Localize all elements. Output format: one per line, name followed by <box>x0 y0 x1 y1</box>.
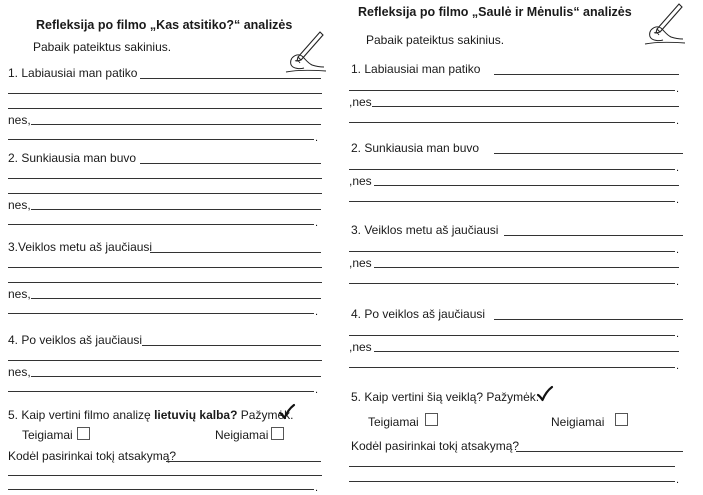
answer-line[interactable] <box>494 319 683 320</box>
answer-line[interactable] <box>8 391 314 392</box>
answer-line[interactable] <box>349 122 675 123</box>
positive-checkbox[interactable] <box>77 427 90 440</box>
question-5-label: 5. Kaip vertini filmo analizę lietuvių kalba? Pažymėk. <box>8 408 294 422</box>
answer-line[interactable] <box>31 209 321 210</box>
answer-line[interactable] <box>494 74 679 75</box>
answer-line[interactable] <box>8 267 322 268</box>
because-label: ,nes <box>349 256 372 270</box>
answer-line[interactable] <box>8 282 322 283</box>
period: . <box>676 83 680 95</box>
answer-line[interactable] <box>8 178 322 179</box>
because-label: nes, <box>8 365 31 379</box>
answer-line[interactable] <box>31 124 321 125</box>
positive-checkbox[interactable] <box>425 413 438 426</box>
answer-line[interactable] <box>349 90 675 91</box>
answer-line[interactable] <box>494 153 683 154</box>
answer-line[interactable] <box>166 461 321 462</box>
positive-option-label: Teigiamai <box>22 428 73 442</box>
worksheet-title: Refleksija po filmo „Saulė ir Mėnulis“ analizės <box>358 5 632 19</box>
answer-line[interactable] <box>349 201 675 202</box>
hand-writing-icon <box>282 30 328 76</box>
answer-line[interactable] <box>8 489 314 490</box>
answer-line[interactable] <box>8 313 314 314</box>
answer-line[interactable] <box>140 78 321 79</box>
period: . <box>315 217 319 229</box>
question-1-label: 1. Labiausiai man patiko <box>8 66 138 80</box>
question-1-label: 1. Labiausiai man patiko <box>351 62 481 76</box>
answer-line[interactable] <box>8 139 314 140</box>
period: . <box>676 360 680 372</box>
because-label: nes, <box>8 287 31 301</box>
answer-line[interactable] <box>349 169 675 170</box>
period: . <box>315 306 319 318</box>
because-label: nes, <box>8 113 31 127</box>
why-question-label: Kodėl pasirinkai tokį atsakymą? <box>8 449 177 463</box>
answer-line[interactable] <box>374 185 679 186</box>
answer-line[interactable] <box>349 466 675 467</box>
period: . <box>315 384 319 396</box>
question-3-label: 3. Veiklos metu aš jaučiausi <box>351 223 499 237</box>
negative-option-label: Neigiamai <box>551 415 605 429</box>
answer-line[interactable] <box>349 367 675 368</box>
answer-line[interactable] <box>349 335 675 336</box>
question-2-label: 2. Sunkiausia man buvo <box>8 151 137 165</box>
question-5-label: 5. Kaip vertini šią veiklą? Pažymėk. <box>351 390 540 404</box>
because-label: ,nes <box>349 95 372 109</box>
because-label: ,nes <box>349 174 372 188</box>
negative-checkbox[interactable] <box>615 413 628 426</box>
answer-line[interactable] <box>8 360 322 361</box>
answer-line[interactable] <box>31 376 321 377</box>
answer-line[interactable] <box>140 163 321 164</box>
answer-line[interactable] <box>349 481 675 482</box>
period: . <box>676 194 680 206</box>
answer-line[interactable] <box>8 193 322 194</box>
question-4-label: 4. Po veiklos aš jaučiausi <box>351 307 486 321</box>
answer-line[interactable] <box>374 351 679 352</box>
period: . <box>315 482 319 494</box>
because-label: nes, <box>8 198 31 212</box>
why-question-label: Kodėl pasirinkai tokį atsakymą? <box>351 439 520 453</box>
answer-line[interactable] <box>8 93 322 94</box>
worksheet-instruction: Pabaik pateiktus sakinius. <box>33 40 172 54</box>
answer-line[interactable] <box>8 108 322 109</box>
period: . <box>676 474 680 486</box>
negative-option-label: Neigiamai <box>215 428 269 442</box>
question-3-label: 3.Veiklos metu aš jaučiausi <box>8 240 153 254</box>
positive-option-label: Teigiamai <box>368 415 419 429</box>
hand-writing-icon <box>641 2 687 48</box>
question-2-label: 2. Sunkiausia man buvo <box>351 141 480 155</box>
answer-line[interactable] <box>349 283 675 284</box>
answer-line[interactable] <box>8 224 314 225</box>
answer-line[interactable] <box>8 475 322 476</box>
period: . <box>676 276 680 288</box>
period: . <box>676 328 680 340</box>
answer-line[interactable] <box>142 345 321 346</box>
checkmark-icon <box>278 403 296 421</box>
checkmark-icon <box>536 385 554 403</box>
period: . <box>315 132 319 144</box>
answer-line[interactable] <box>374 267 679 268</box>
because-label: ,nes <box>349 340 372 354</box>
period: . <box>676 115 680 127</box>
period: . <box>676 162 680 174</box>
worksheet-left <box>0 0 336 495</box>
negative-checkbox[interactable] <box>271 427 284 440</box>
answer-line[interactable] <box>504 235 683 236</box>
worksheet-title: Refleksija po filmo „Kas atsitiko?“ analizės <box>36 18 293 32</box>
answer-line[interactable] <box>150 252 321 253</box>
worksheet-instruction: Pabaik pateiktus sakinius. <box>366 33 505 47</box>
worksheet-right <box>344 0 703 495</box>
answer-line[interactable] <box>516 451 683 452</box>
answer-line[interactable] <box>349 251 675 252</box>
period: . <box>676 244 680 256</box>
answer-line[interactable] <box>31 298 321 299</box>
question-4-label: 4. Po veiklos aš jaučiausi <box>8 333 143 347</box>
answer-line[interactable] <box>372 106 679 107</box>
